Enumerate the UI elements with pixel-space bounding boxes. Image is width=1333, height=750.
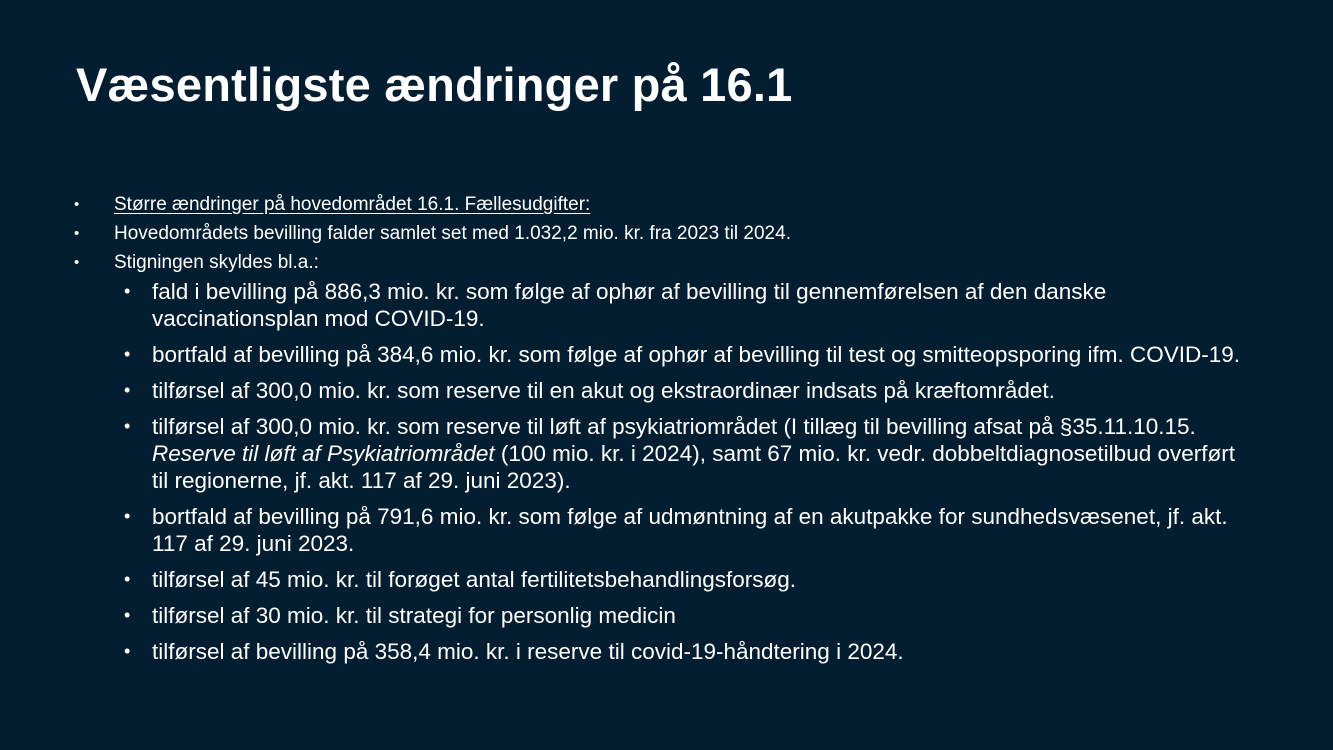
sub-bullet-text-before: tilførsel af 300,0 mio. kr. som reserve til løft af psykiatriområdet (I tillæg til bevilling afsat på §35.11.10.15.: [152, 414, 1196, 439]
bullet-item-heading: [74, 193, 1274, 217]
sub-bullet-text: bortfald af bevilling på 791,6 mio. kr. som følge af udmøntning af en akutpakke for sundhedsvæsenet, jf. akt. 117 af 29. juni 2023.: [152, 504, 1228, 556]
sub-bullet-icon: •: [124, 344, 131, 364]
sub-bullet-text: tilførsel af 300,0 mio. kr. som reserve til en akut og ekstraordinær indsats på kræftområdet.: [152, 378, 1055, 403]
sub-bullet-text: fald i bevilling på 886,3 mio. kr. som følge af ophør af bevilling til gennemførelsen af den danske vaccinationsplan mod COVID-19.: [152, 279, 1107, 331]
reasons-intro: Stigningen skyldes bl.a.:: [114, 252, 319, 273]
sub-bullet-item: [124, 278, 1254, 332]
slide-title: Væsentligste ændringer på 16.1: [76, 58, 793, 111]
sub-bullet-icon: •: [124, 281, 131, 301]
sub-bullet-list: [114, 278, 1254, 665]
sub-bullet-text-italic: Reserve til løft af Psykiatriområdet: [152, 441, 495, 466]
sub-bullet-item: [124, 638, 1254, 665]
bullet-icon: •: [74, 196, 80, 213]
sub-bullet-text: bortfald af bevilling på 384,6 mio. kr. som følge af ophør af bevilling til test og smitteopsporing ifm. COVID-19.: [152, 342, 1240, 367]
sub-bullet-item: [124, 341, 1254, 368]
section-heading: Større ændringer på hovedområdet 16.1. Fællesudgifter:: [114, 194, 591, 215]
sub-bullet-text: tilførsel af bevilling på 358,4 mio. kr. i reserve til covid-19-håndtering i 2024.: [152, 639, 904, 664]
sub-bullet-text: tilførsel af 30 mio. kr. til strategi for personlig medicin: [152, 603, 676, 628]
sub-bullet-icon: •: [124, 506, 131, 526]
sub-bullet-item: [124, 377, 1254, 404]
sub-bullet-icon: •: [124, 605, 131, 625]
sub-bullet-icon: •: [124, 380, 131, 400]
sub-bullet-icon: •: [124, 416, 131, 436]
bullet-icon: •: [74, 254, 80, 271]
sub-bullet-item: [124, 503, 1254, 557]
bullet-list: [74, 193, 1274, 674]
sub-bullet-text-after: (100 mio. kr. i 2024), samt 67 mio. kr. vedr. dobbeltdiagnosetilbud overført til regionerne, jf. akt. 117 af 29. juni 2023).: [152, 441, 1235, 493]
sub-bullet-text: tilførsel af 45 mio. kr. til forøget antal fertilitetsbehandlingsforsøg.: [152, 567, 797, 592]
bullet-item-reasons: [74, 251, 1274, 665]
sub-bullet-item: [124, 413, 1254, 494]
sub-bullet-icon: •: [124, 641, 131, 661]
sub-bullet-icon: •: [124, 569, 131, 589]
bullet-icon: •: [74, 225, 80, 242]
summary-text: Hovedområdets bevilling falder samlet set med 1.032,2 mio. kr. fra 2023 til 2024.: [114, 223, 791, 244]
sub-bullet-item: [124, 602, 1254, 629]
bullet-item-summary: [74, 222, 1274, 246]
sub-bullet-item: [124, 566, 1254, 593]
